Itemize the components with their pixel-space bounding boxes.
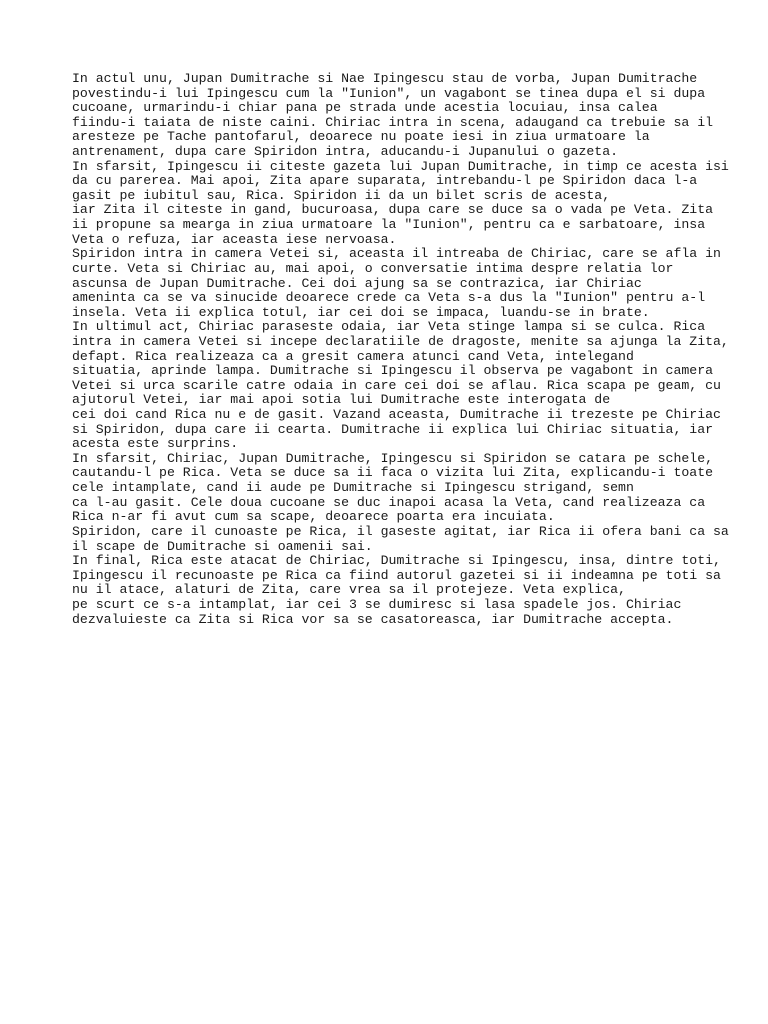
text-line: curte. Veta si Chiriac au, mai apoi, o conversatie intima despre relatia lor xyxy=(72,260,674,276)
text-line: pe scurt ce s-a intamplat, iar cei 3 se dumiresc si lasa spadele jos. Chiriac xyxy=(72,596,682,612)
text-line: Spiridon intra in camera Vetei si, aceasta il intreaba de Chiriac, care se afla in xyxy=(72,246,721,262)
text-line: Ipingescu il recunoaste pe Rica ca fiind autorul gazetei si ii indeamna pe toti sa xyxy=(72,567,721,583)
text-line: dezvaluieste ca Zita si Rica vor sa se casatoreasca, iar Dumitrache accepta. xyxy=(72,611,674,627)
text-line: nu il atace, alaturi de Zita, care vrea sa il protejeze. Veta explica, xyxy=(72,582,626,598)
text-line: In final, Rica este atacat de Chiriac, Dumitrache si Ipingescu, insa, dintre toti, xyxy=(72,553,721,569)
text-line: Spiridon, care il cunoaste pe Rica, il gaseste agitat, iar Rica ii ofera bani ca sa xyxy=(72,523,729,539)
text-line: il scape de Dumitrache si oamenii sai. xyxy=(72,538,373,554)
text-line: defapt. Rica realizeaza ca a gresit camera atunci cand Veta, intelegand xyxy=(72,348,634,364)
text-line: ii propune sa mearga in ziua urmatoare la "Iunion", pentru ca e sarbatoare, insa xyxy=(72,217,706,233)
text-line: ca l-au gasit. Cele doua cucoane se duc inapoi acasa la Veta, cand realizeaza ca xyxy=(72,494,706,510)
text-line: fiindu-i taiata de niste caini. Chiriac intra in scena, adaugand ca trebuie sa il xyxy=(72,114,714,130)
text-line: antrenament, dupa care Spiridon intra, aducandu-i Jupanului o gazeta. xyxy=(72,144,619,160)
text-line: iar Zita il citeste in gand, bucuroasa, dupa care se duce sa o vada pe Veta. Zita xyxy=(72,202,714,218)
text-line: insela. Veta ii explica totul, iar cei doi se impaca, luandu-se in brate. xyxy=(72,304,650,320)
text-line: da cu parerea. Mai apoi, Zita apare suparata, intrebandu-l pe Spiridon daca l-a xyxy=(72,173,698,189)
text-line: cei doi cand Rica nu e de gasit. Vazand aceasta, Dumitrache ii trezeste pe Chiriac xyxy=(72,407,721,423)
text-line: In actul unu, Jupan Dumitrache si Nae Ipingescu stau de vorba, Jupan Dumitrache xyxy=(72,71,698,86)
text-line: aresteze pe Tache pantofarul, deoarece nu poate iesi in ziua urmatoare la xyxy=(72,129,650,145)
text-line: ameninta ca se va sinucide deoarece crede ca Veta s-a dus la "Iunion" pentru a-l xyxy=(72,290,706,306)
text-line: gasit pe iubitul sau, Rica. Spiridon ii da un bilet scris de acesta, xyxy=(72,187,611,203)
text-line: situatia, aprinde lampa. Dumitrache si Ipingescu il observa pe vagabont in camera xyxy=(72,363,714,379)
text-line: ascunsa de Jupan Dumitrache. Cei doi ajung sa se contrazica, iar Chiriac xyxy=(72,275,642,291)
text-line: cele intamplate, cand ii aude pe Dumitrache si Ipingescu strigand, semn xyxy=(72,480,634,496)
text-line: Rica n-ar fi avut cum sa scape, deoarece poarta era incuiata. xyxy=(72,509,555,525)
text-line: intra in camera Vetei si incepe declaratiile de dragoste, menite sa ajunga la Zita, xyxy=(72,333,729,349)
text-line: ajutorul Vetei, iar mai apoi sotia lui Dumitrache este interogata de xyxy=(72,392,611,408)
text-line: cucoane, urmarindu-i chiar pana pe strada unde acestia locuiau, insa calea xyxy=(72,100,658,116)
document-body xyxy=(72,72,729,627)
text-line: cautandu-l pe Rica. Veta se duce sa ii faca o vizita lui Zita, explicandu-i toate xyxy=(72,465,714,481)
text-line: si Spiridon, dupa care ii cearta. Dumitrache ii explica lui Chiriac situatia, iar xyxy=(72,421,714,437)
text-line: povestindu-i lui Ipingescu cum la "Iunion", un vagabont se tinea dupa el si dupa xyxy=(72,85,706,101)
text-line: Veta o refuza, iar aceasta iese nervoasa. xyxy=(72,231,397,247)
text-line: In sfarsit, Ipingescu ii citeste gazeta lui Jupan Dumitrache, in timp ce acesta isi xyxy=(72,158,729,174)
text-line: In sfarsit, Chiriac, Jupan Dumitrache, Ipingescu si Spiridon se catara pe schele, xyxy=(72,450,714,466)
text-line: In ultimul act, Chiriac paraseste odaia, iar Veta stinge lampa si se culca. Rica xyxy=(72,319,706,335)
text-line: Vetei si urca scarile catre odaia in care cei doi se aflau. Rica scapa pe geam, cu xyxy=(72,377,721,393)
text-line: acesta este surprins. xyxy=(72,436,239,452)
